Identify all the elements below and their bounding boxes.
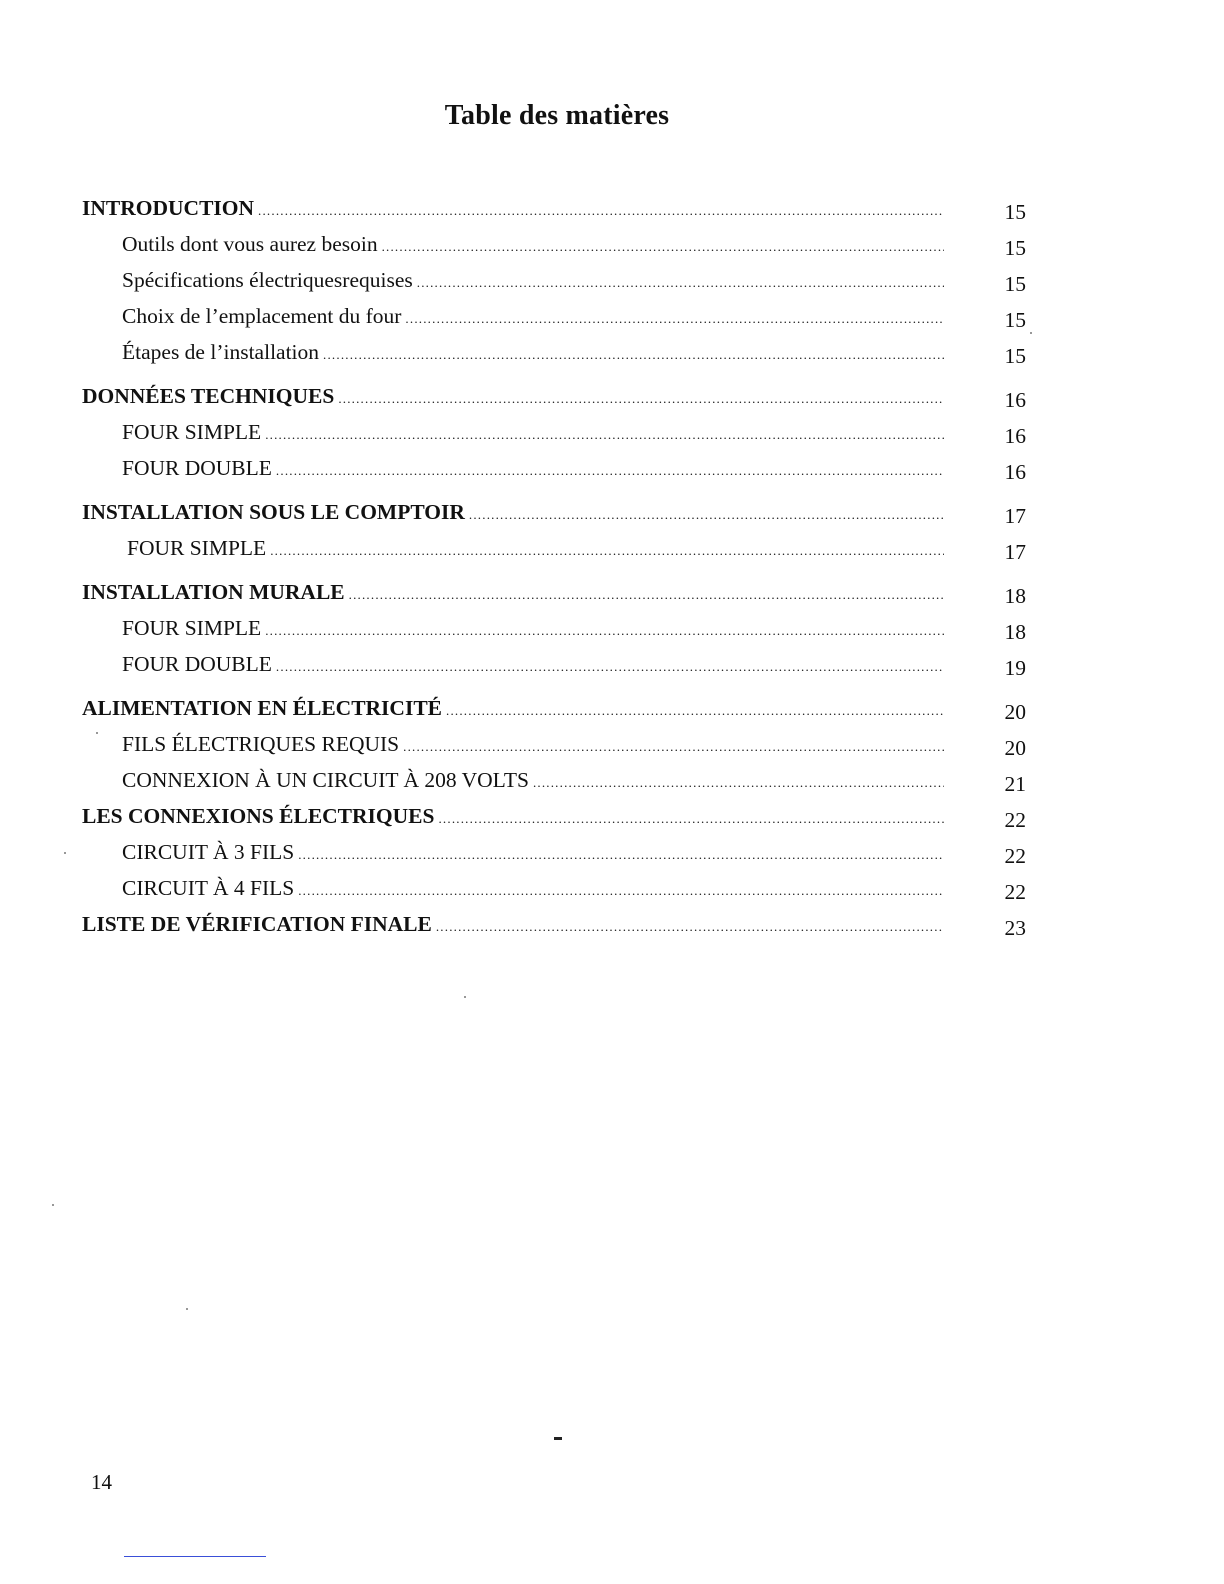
toc-entry-specifications[interactable] [82, 268, 1026, 304]
toc-entry-four-simple[interactable] [82, 536, 1026, 572]
dot-leader [276, 659, 944, 675]
dot-leader [265, 427, 944, 443]
toc-entry-emplacement[interactable] [82, 304, 1026, 340]
toc-entry-label: FOUR SIMPLE [127, 536, 267, 560]
dot-leader [270, 543, 944, 559]
dot-leader [469, 507, 944, 523]
toc-entry-label: CIRCUIT À 3 FILS [122, 840, 295, 864]
toc-entry-label: DONNÉES TECHNIQUES [82, 384, 335, 408]
toc-entry-page: 20 [1004, 736, 1026, 760]
page-title: Table des matières [444, 100, 670, 131]
toc-entry-circuit-3-fils[interactable] [82, 840, 1026, 876]
toc-entry-page: 15 [1004, 272, 1026, 296]
toc-entry-page: 22 [1004, 880, 1026, 904]
scan-speck [64, 852, 66, 854]
dot-leader [276, 463, 944, 479]
toc-entry-label: LES CONNEXIONS ÉLECTRIQUES [82, 804, 435, 828]
toc-entry-four-simple[interactable] [82, 420, 1026, 456]
toc-entry-page: 19 [1004, 656, 1026, 680]
toc-entry-alimentation[interactable] [82, 696, 1026, 732]
toc-entry-page: 20 [1004, 700, 1026, 724]
toc-entry-page: 16 [1004, 460, 1026, 484]
scan-mark [554, 1437, 562, 1440]
dot-leader [403, 739, 944, 755]
dot-leader [382, 239, 944, 255]
toc-entry-fils-electriques[interactable] [82, 732, 1026, 768]
dot-leader [323, 347, 944, 363]
toc-entry-label: LISTE DE VÉRIFICATION FINALE [82, 912, 432, 936]
scan-speck [96, 732, 98, 734]
toc-entry-page: 18 [1004, 584, 1026, 608]
dot-leader [338, 391, 944, 407]
toc-entry-outils[interactable] [82, 232, 1026, 268]
toc-entry-label: FOUR DOUBLE [122, 652, 272, 676]
toc-entry-liste-verification[interactable] [82, 912, 1026, 948]
toc-entry-label: CONNEXION À UN CIRCUIT À 208 VOLTS [122, 768, 529, 792]
scan-speck [464, 996, 466, 998]
scan-speck [186, 1308, 188, 1310]
toc-entry-page: 18 [1004, 620, 1026, 644]
toc-entry-circuit-4-fils[interactable] [82, 876, 1026, 912]
dot-leader [298, 883, 944, 899]
toc-entry-four-simple[interactable] [82, 616, 1026, 652]
toc-entry-label: CIRCUIT À 4 FILS [122, 876, 295, 900]
toc-entry-page: 16 [1004, 424, 1026, 448]
toc-entry-label: FOUR SIMPLE [122, 616, 262, 640]
dot-leader [417, 275, 944, 291]
toc-entry-installation-murale[interactable] [82, 580, 1026, 616]
toc-entry-label: Étapes de l’installation [122, 340, 320, 364]
toc-entry-page: 17 [1004, 504, 1026, 528]
page-number: 14 [91, 1470, 112, 1494]
dot-leader [405, 311, 944, 327]
toc-entry-connexions-electriques[interactable] [82, 804, 1026, 840]
dot-leader [446, 703, 944, 719]
toc-entry-label: ALIMENTATION EN ÉLECTRICITÉ [82, 696, 442, 720]
toc-entry-connexion-208[interactable] [82, 768, 1026, 804]
dot-leader [438, 811, 944, 827]
toc-entry-page: 22 [1004, 844, 1026, 868]
dot-leader [533, 775, 944, 791]
toc-entry-page: 16 [1004, 388, 1026, 412]
toc-entry-label: FILS ÉLECTRIQUES REQUIS [122, 732, 400, 756]
bottom-rule [124, 1556, 266, 1557]
toc-entry-page: 21 [1004, 772, 1026, 796]
dot-leader [298, 847, 944, 863]
toc-entry-page: 23 [1004, 916, 1026, 940]
toc-entry-four-double[interactable] [82, 652, 1026, 688]
toc-entry-label: Outils dont vous aurez besoin [122, 232, 378, 256]
toc-entry-label: INSTALLATION SOUS LE COMPTOIR [82, 500, 465, 524]
toc-entry-label: FOUR SIMPLE [122, 420, 262, 444]
toc-entry-label: INSTALLATION MURALE [82, 580, 345, 604]
scan-speck [52, 1204, 54, 1206]
scan-speck [1030, 332, 1032, 334]
toc-entry-donnees-techniques[interactable] [82, 384, 1026, 420]
toc-entry-page: 15 [1004, 200, 1026, 224]
toc-entry-label: INTRODUCTION [82, 196, 255, 220]
toc-entry-page: 15 [1004, 308, 1026, 332]
toc-entry-label: FOUR DOUBLE [122, 456, 272, 480]
table-of-contents [82, 196, 1026, 948]
toc-entry-four-double[interactable] [82, 456, 1026, 492]
dot-leader [265, 623, 944, 639]
toc-entry-label: Spécifications électriquesrequises [122, 268, 413, 292]
toc-entry-label: Choix de l’emplacement du four [122, 304, 402, 328]
dot-leader [436, 919, 944, 935]
dot-leader [349, 587, 944, 603]
toc-entry-page: 15 [1004, 236, 1026, 260]
toc-entry-page: 17 [1004, 540, 1026, 564]
toc-entry-page: 15 [1004, 344, 1026, 368]
toc-entry-etapes[interactable] [82, 340, 1026, 376]
dot-leader [258, 203, 944, 219]
toc-entry-installation-comptoir[interactable] [82, 500, 1026, 536]
toc-entry-introduction[interactable] [82, 196, 1026, 232]
toc-entry-page: 22 [1004, 808, 1026, 832]
